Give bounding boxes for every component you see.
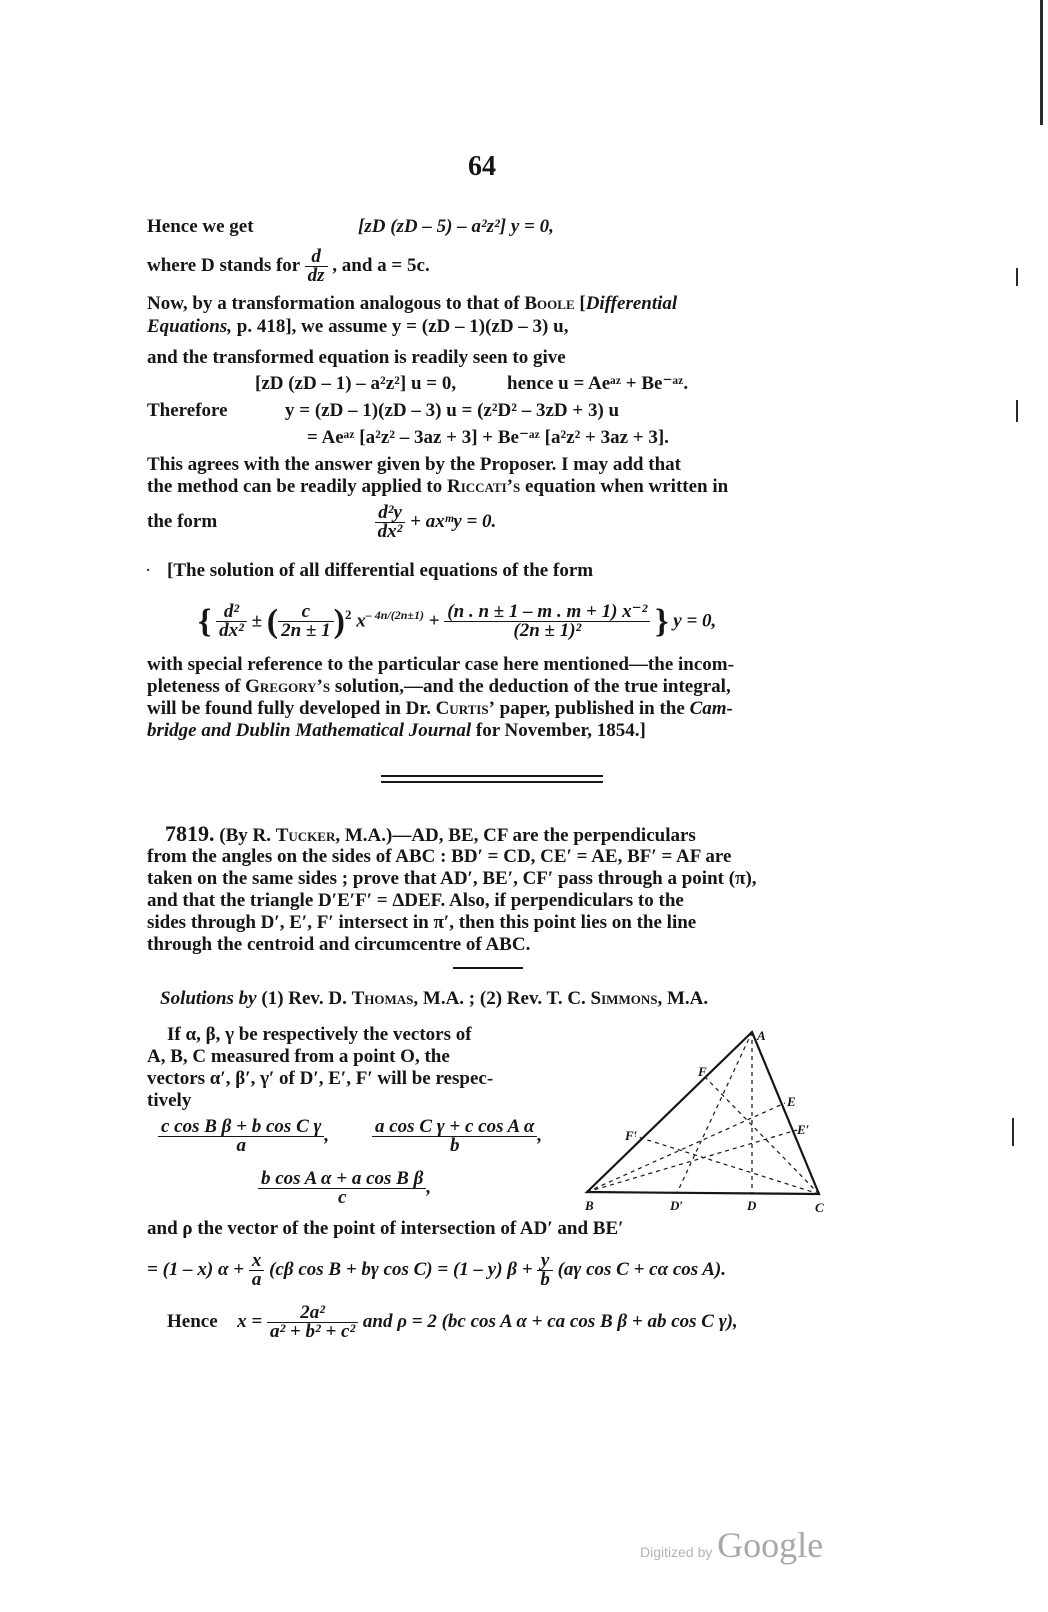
equation: [zD (zD – 5) – a²z²] y = 0, xyxy=(358,216,554,237)
text-line: If α, β, γ be respectively the vectors of xyxy=(167,1024,472,1045)
text-line: with special reference to the particular case here mentioned—the incom- xyxy=(147,654,734,675)
label-c: C xyxy=(815,1200,824,1215)
text-line: Equations, p. 418], we assume y = (zD – 1)(zD – 3) u, xyxy=(147,316,569,337)
text-line: sides through D′, E′, F′ intersect in π′, then this point lies on the line xyxy=(147,912,697,933)
vector-fraction: $\frac{\text{b cos A α + a cos B β}}{c}$ , xyxy=(258,1166,431,1210)
display-equation: = (1 – x) α + $\frac{x}{a}$ (cβ cos B + bγ cos C) = (1 – y) β + $\frac{y}{b}$ (aγ cos C + cα cos A). xyxy=(147,1250,726,1291)
text-line: Now, by a transformation analogous to that of Boole [Differential xyxy=(147,293,678,314)
display-equation: { $\frac{\text{d²}}{\text{dx²}}$ ± ( $\frac{c}{2n \pm 1}$ )$^2$ $x^{- 4n/(2n\pm 1)}$ + $\frac{\text{(n . n ± 1 – m . m + 1) x⁻²}}{\text{(2n ± 1)²}}$ } y = 0, xyxy=(198,601,717,642)
text-line: pleteness of Gregory’s solution,—and the deduction of the true integral, xyxy=(147,676,731,697)
text-line: from the angles on the sides of ABC : BD′ = CD, CE′ = AE, BF′ = AF are xyxy=(147,846,732,867)
triangle-abc xyxy=(587,1032,819,1194)
text-line: through the centroid and circumcentre of ABC. xyxy=(147,934,531,955)
triangle-figure xyxy=(575,1022,840,1222)
text-line: A, B, C measured from a point O, the xyxy=(147,1046,450,1067)
problem-heading: 7819. (By R. Tucker, M.A.)—AD, BE, CF are the perpendiculars xyxy=(165,821,696,846)
text-line: This agrees with the answer given by the Proposer. I may add that xyxy=(147,454,681,475)
scan-edge-mark xyxy=(1040,0,1043,125)
text-line: and ρ the vector of the point of intersection of AD′ and BE′ xyxy=(147,1218,624,1239)
vector-fraction: $\frac{\text{a cos C γ + c cos A α}}{b}$ , xyxy=(372,1114,542,1158)
label-b: B xyxy=(585,1198,594,1213)
solution-heading: Solutions by (1) Rev. D. Thomas, M.A. ; (2) Rev. T. C. Simmons, M.A. xyxy=(160,988,709,1009)
scan-edge-mark xyxy=(1012,1118,1014,1146)
section-divider xyxy=(381,781,603,783)
display-equation: Hence x = $\frac{\text{2a²}}{\text{a² + b² + c²}}$ and ρ = 2 (bc cos A α + ca cos B β + ab cos C γ), xyxy=(167,1302,738,1343)
google-logo-text: Google xyxy=(717,1525,824,1565)
text-line: vectors α′, β′, γ′ of D′, E′, F′ will be respec- xyxy=(147,1068,494,1089)
text-line: [The solution of all differential equations of the form xyxy=(167,560,594,581)
label-d: D xyxy=(747,1198,757,1213)
label-e: E xyxy=(787,1094,796,1109)
label-fprime: F′ xyxy=(625,1128,638,1143)
text-line: where D stands for $\frac{d}{dz}$ , and a = 5c. xyxy=(147,246,430,287)
equation: y = (zD – 1)(zD – 3) u = (z²D² – 3zD + 3) u xyxy=(285,400,620,421)
label-a: A xyxy=(757,1028,766,1043)
label-eprime: E′ xyxy=(797,1122,810,1137)
google-watermark: Digitized by Google xyxy=(640,1525,824,1565)
bullet-dot: · xyxy=(145,560,152,581)
scan-edge-mark xyxy=(1016,268,1018,286)
label-dprime: D′ xyxy=(670,1198,684,1213)
short-divider xyxy=(453,967,523,969)
text-line: the form $\frac{\text{d²y}}{\text{dx²}}$ + axᵐy = 0. xyxy=(147,502,497,543)
text-line: and that the triangle D′E′F′ = ΔDEF. Also, if perpendiculars to the xyxy=(147,890,684,911)
text-line: Therefore xyxy=(147,400,228,421)
equation: = Aeᵃᶻ [a²z² – 3az + 3] + Be⁻ᵃᶻ [a²z² + 3az + 3]. xyxy=(307,427,669,448)
text-line: will be found fully developed in Dr. Curtis’ paper, published in the Cam- xyxy=(147,698,733,719)
page-number: 64 xyxy=(468,151,496,182)
text-line: Hence we get xyxy=(147,216,254,237)
equation: [zD (zD – 1) – a²z²] u = 0, xyxy=(255,373,457,394)
equation: hence u = Aeᵃᶻ + Be⁻ᵃᶻ. xyxy=(507,373,689,394)
text-line: bridge and Dublin Mathematical Journal for November, 1854.] xyxy=(147,720,646,741)
section-divider xyxy=(381,775,603,777)
text-line: and the transformed equation is readily seen to give xyxy=(147,347,566,368)
scan-edge-mark xyxy=(1016,400,1018,422)
text-line: taken on the same sides ; prove that AD′, BE′, CF′ pass through a point (π), xyxy=(147,868,757,889)
text-line: tively xyxy=(147,1090,192,1111)
vector-fraction: $\frac{\text{c cos B β + b cos C γ}}{a}$ , xyxy=(158,1114,329,1158)
altitude-be xyxy=(587,1103,785,1192)
text-line: the method can be readily applied to Riccati’s equation when written in xyxy=(147,476,729,497)
label-f: F xyxy=(698,1064,707,1079)
